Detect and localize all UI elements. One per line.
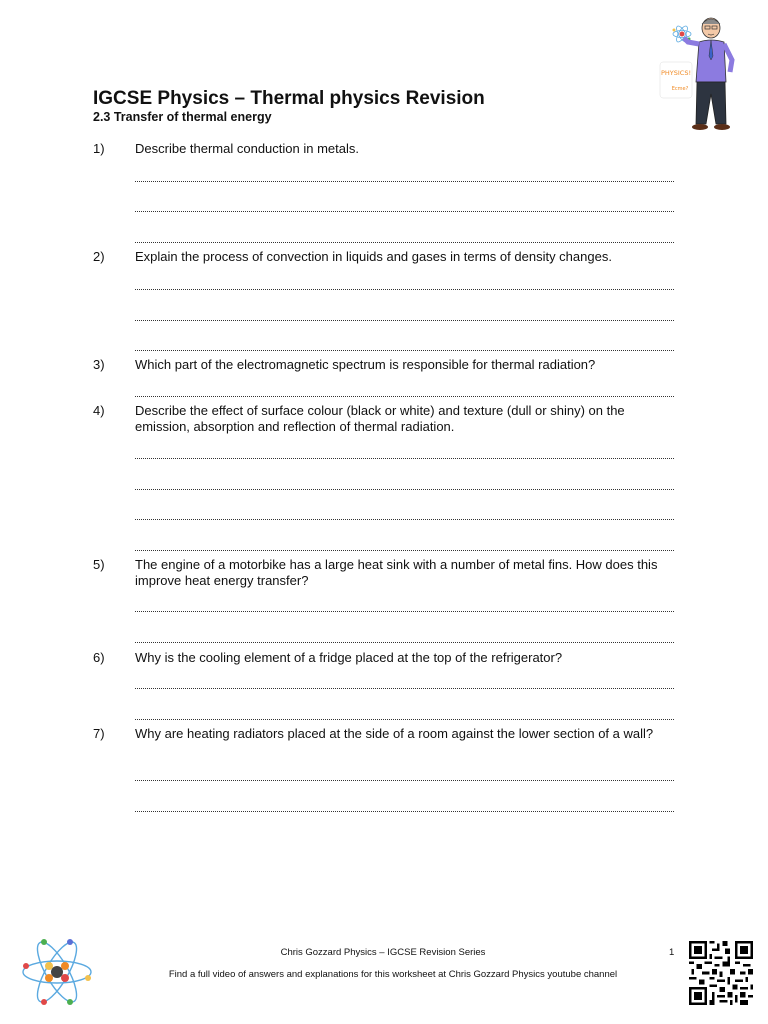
answer-line[interactable]	[135, 458, 674, 459]
question-text: Describe the effect of surface colour (black or white) and texture (dull or shiny) on the emission, absorption and reflection of thermal radiation.	[135, 403, 625, 434]
answer-line[interactable]	[135, 550, 674, 551]
answer-line[interactable]	[135, 811, 674, 812]
answer-line[interactable]	[135, 289, 674, 290]
footer-series: Chris Gozzard Physics – IGCSE Revision Series	[280, 947, 486, 958]
question-text: Which part of the electromagnetic spectrum is responsible for thermal radiation?	[135, 357, 596, 372]
question-text: Describe thermal conduction in metals.	[135, 141, 359, 156]
page-subtitle: 2.3 Transfer of thermal energy	[93, 110, 272, 124]
answer-line[interactable]	[135, 780, 674, 781]
question-text: Why are heating radiators placed at the side of a room against the lower section of a wall?	[135, 726, 654, 741]
question-number: 1)	[93, 141, 105, 156]
question-number: 6)	[93, 650, 105, 665]
physicist-mascot-icon	[658, 12, 748, 136]
question-number: 5)	[93, 557, 105, 572]
page-number: 1	[669, 947, 675, 958]
answer-line[interactable]	[135, 181, 674, 182]
qr-code-icon[interactable]	[689, 941, 753, 1005]
question-number: 3)	[93, 357, 105, 372]
answer-line[interactable]	[135, 611, 674, 612]
question-text: Why is the cooling element of a fridge placed at the top of the refrigerator?	[135, 650, 563, 665]
answer-line[interactable]	[135, 242, 674, 243]
answer-line[interactable]	[135, 396, 674, 397]
question-text: The engine of a motorbike has a large heat sink with a number of metal fins. How does this improve heat energy transfer?	[135, 557, 658, 588]
mascot-sign-text: PHYSICS!	[660, 69, 692, 77]
question-number: 7)	[93, 726, 105, 741]
answer-line[interactable]	[135, 642, 674, 643]
answer-line[interactable]	[135, 211, 674, 212]
question-number: 2)	[93, 249, 105, 264]
answer-line[interactable]	[135, 489, 674, 490]
footer-note: Find a full video of answers and explanations for this worksheet at Chris Gozzard Physics youtube channel	[168, 969, 618, 980]
question-number: 4)	[93, 403, 105, 418]
answer-line[interactable]	[135, 519, 674, 520]
page-title: IGCSE Physics – Thermal physics Revision	[93, 88, 485, 109]
mascot-sign-sub: Ecme?	[671, 86, 689, 92]
answer-line[interactable]	[135, 688, 674, 689]
question-text: Explain the process of convection in liquids and gases in terms of density changes.	[135, 249, 612, 264]
answer-line[interactable]	[135, 350, 674, 351]
answer-line[interactable]	[135, 320, 674, 321]
atom-logo-icon	[18, 936, 96, 1008]
answer-line[interactable]	[135, 719, 674, 720]
